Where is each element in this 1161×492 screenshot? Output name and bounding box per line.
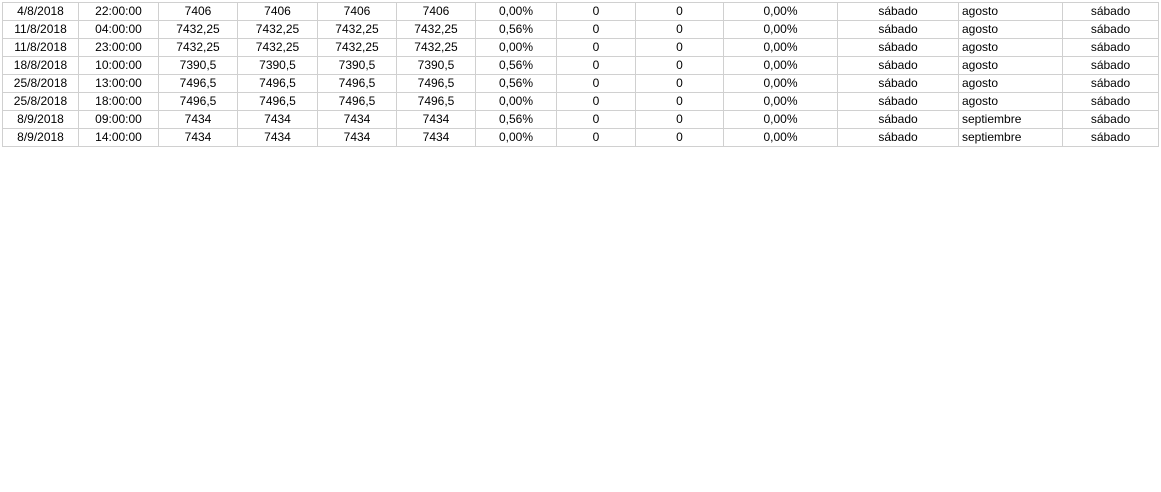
table-cell[interactable]: 0,00% — [476, 3, 557, 21]
table-cell[interactable]: sábado — [1063, 75, 1159, 93]
table-cell[interactable]: 0,00% — [724, 3, 838, 21]
table-cell[interactable]: 7496,5 — [397, 75, 476, 93]
table-cell[interactable]: 0,00% — [476, 39, 557, 57]
spreadsheet-table — [2, 2, 1159, 147]
table-cell[interactable]: sábado — [838, 93, 959, 111]
table-cell[interactable]: 7406 — [318, 3, 397, 21]
table-cell[interactable]: 0 — [636, 129, 724, 147]
table-cell[interactable]: 7496,5 — [318, 75, 397, 93]
table-cell[interactable]: 0,00% — [724, 75, 838, 93]
table-cell[interactable]: agosto — [959, 93, 1063, 111]
table-cell[interactable]: 18:00:00 — [79, 93, 159, 111]
table-cell[interactable]: 11/8/2018 — [3, 21, 79, 39]
table-cell[interactable]: 22:00:00 — [79, 3, 159, 21]
table-cell[interactable]: 7434 — [159, 129, 238, 147]
table-cell[interactable]: 0,00% — [724, 57, 838, 75]
table-cell[interactable]: sábado — [1063, 57, 1159, 75]
table-row — [3, 21, 1159, 39]
table-cell[interactable]: 7406 — [238, 3, 318, 21]
table-cell[interactable]: 7432,25 — [397, 21, 476, 39]
table-cell[interactable]: sábado — [1063, 39, 1159, 57]
table-row — [3, 3, 1159, 21]
table-cell[interactable]: 25/8/2018 — [3, 93, 79, 111]
table-cell[interactable]: 7390,5 — [159, 57, 238, 75]
table-cell[interactable]: agosto — [959, 3, 1063, 21]
table-cell[interactable]: 7434 — [397, 129, 476, 147]
table-cell[interactable]: sábado — [1063, 111, 1159, 129]
table-cell[interactable]: 0,00% — [476, 129, 557, 147]
table-cell[interactable]: 0 — [636, 75, 724, 93]
table-cell[interactable]: 7434 — [318, 129, 397, 147]
table-cell[interactable]: 7496,5 — [159, 75, 238, 93]
table-cell[interactable]: sábado — [838, 75, 959, 93]
table-cell[interactable]: septiembre — [959, 129, 1063, 147]
table-cell[interactable]: 7432,25 — [159, 39, 238, 57]
table-cell[interactable]: agosto — [959, 21, 1063, 39]
table-cell[interactable]: 7434 — [159, 111, 238, 129]
table-cell[interactable]: 7432,25 — [397, 39, 476, 57]
table-cell[interactable]: 7390,5 — [318, 57, 397, 75]
table-row — [3, 57, 1159, 75]
table-cell[interactable]: 0 — [557, 39, 636, 57]
table-row — [3, 75, 1159, 93]
table-cell[interactable]: 0 — [636, 111, 724, 129]
table-cell[interactable]: 18/8/2018 — [3, 57, 79, 75]
table-cell[interactable]: 09:00:00 — [79, 111, 159, 129]
table-cell[interactable]: 25/8/2018 — [3, 75, 79, 93]
table-cell[interactable]: 0 — [636, 21, 724, 39]
table-cell[interactable]: 0 — [636, 3, 724, 21]
table-cell[interactable]: 8/9/2018 — [3, 111, 79, 129]
table-cell[interactable]: 0,56% — [476, 57, 557, 75]
table-cell[interactable]: 0,00% — [724, 93, 838, 111]
table-cell[interactable]: 0 — [636, 39, 724, 57]
spreadsheet-body — [3, 3, 1159, 147]
table-cell[interactable]: sábado — [838, 39, 959, 57]
table-cell[interactable]: 0,56% — [476, 21, 557, 39]
table-cell[interactable]: 0,00% — [724, 39, 838, 57]
table-cell[interactable]: 8/9/2018 — [3, 129, 79, 147]
table-cell[interactable]: agosto — [959, 57, 1063, 75]
table-cell[interactable]: 7496,5 — [238, 75, 318, 93]
table-cell[interactable]: 7390,5 — [238, 57, 318, 75]
sheet-area — [2, 2, 1161, 147]
table-cell[interactable]: 0 — [557, 3, 636, 21]
table-cell[interactable]: sábado — [1063, 129, 1159, 147]
table-cell[interactable]: sábado — [838, 111, 959, 129]
table-cell[interactable]: septiembre — [959, 111, 1063, 129]
table-cell[interactable]: sábado — [838, 57, 959, 75]
table-cell[interactable]: 0,00% — [724, 129, 838, 147]
table-cell[interactable]: sábado — [838, 3, 959, 21]
table-cell[interactable]: 7390,5 — [397, 57, 476, 75]
table-cell[interactable]: 0 — [557, 129, 636, 147]
table-row — [3, 129, 1159, 147]
table-cell[interactable]: 7496,5 — [318, 93, 397, 111]
table-row — [3, 93, 1159, 111]
table-cell[interactable]: 0 — [557, 93, 636, 111]
table-cell[interactable]: 0,00% — [724, 111, 838, 129]
table-cell[interactable]: sábado — [1063, 21, 1159, 39]
table-cell[interactable]: 04:00:00 — [79, 21, 159, 39]
table-cell[interactable]: 7432,25 — [238, 39, 318, 57]
table-cell[interactable]: 0 — [557, 21, 636, 39]
table-cell[interactable]: 10:00:00 — [79, 57, 159, 75]
table-cell[interactable]: 14:00:00 — [79, 129, 159, 147]
table-cell[interactable]: 7406 — [159, 3, 238, 21]
table-cell[interactable]: agosto — [959, 39, 1063, 57]
table-cell[interactable]: 7432,25 — [238, 21, 318, 39]
table-cell[interactable]: 0 — [557, 75, 636, 93]
table-cell[interactable]: 7434 — [318, 111, 397, 129]
table-cell[interactable]: 7432,25 — [318, 39, 397, 57]
table-cell[interactable]: 7496,5 — [159, 93, 238, 111]
table-cell[interactable]: 7434 — [397, 111, 476, 129]
table-cell[interactable]: 23:00:00 — [79, 39, 159, 57]
table-cell[interactable]: 4/8/2018 — [3, 3, 79, 21]
table-cell[interactable]: 7434 — [238, 111, 318, 129]
table-cell[interactable]: 7496,5 — [397, 93, 476, 111]
table-cell[interactable]: 0,00% — [476, 93, 557, 111]
table-cell[interactable]: 7432,25 — [318, 21, 397, 39]
table-cell[interactable]: 7434 — [238, 129, 318, 147]
table-row — [3, 111, 1159, 129]
table-cell[interactable]: 7496,5 — [238, 93, 318, 111]
table-cell[interactable]: agosto — [959, 75, 1063, 93]
table-cell[interactable]: sábado — [1063, 3, 1159, 21]
table-cell[interactable]: 0 — [557, 111, 636, 129]
table-cell[interactable]: sábado — [838, 129, 959, 147]
table-cell[interactable]: sábado — [838, 21, 959, 39]
table-row — [3, 39, 1159, 57]
table-cell[interactable]: 0 — [636, 93, 724, 111]
table-cell[interactable]: 0 — [557, 57, 636, 75]
table-cell[interactable]: 7406 — [397, 3, 476, 21]
table-cell[interactable]: 0,56% — [476, 75, 557, 93]
table-cell[interactable]: 11/8/2018 — [3, 39, 79, 57]
table-cell[interactable]: 0,00% — [724, 21, 838, 39]
table-cell[interactable]: 13:00:00 — [79, 75, 159, 93]
table-cell[interactable]: 7432,25 — [159, 21, 238, 39]
table-cell[interactable]: 0 — [636, 57, 724, 75]
table-cell[interactable]: 0,56% — [476, 111, 557, 129]
table-cell[interactable]: sábado — [1063, 93, 1159, 111]
